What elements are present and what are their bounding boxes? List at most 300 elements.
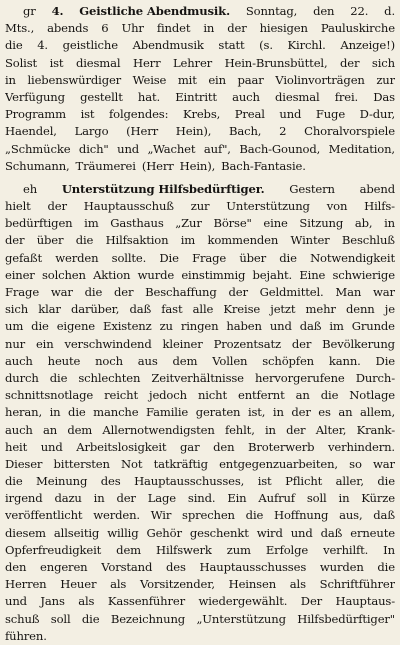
word: „Wachet bbox=[147, 141, 196, 156]
word: Geldmittel. bbox=[259, 285, 324, 299]
word: Schumann, bbox=[5, 158, 70, 173]
word: Der bbox=[300, 594, 323, 609]
word: eh bbox=[23, 181, 38, 196]
word: die bbox=[320, 388, 339, 403]
word: Winter bbox=[290, 233, 330, 248]
text-line bbox=[5, 215, 395, 232]
word: Durch- bbox=[355, 370, 395, 385]
word: 4. bbox=[37, 38, 48, 53]
word: die bbox=[49, 370, 68, 385]
word: entgegenzuarbeiten, bbox=[219, 456, 338, 471]
word: verhilft. bbox=[323, 542, 369, 557]
word: Man bbox=[335, 285, 362, 299]
word: war bbox=[372, 285, 395, 299]
word: daß bbox=[299, 319, 322, 334]
word: hat. bbox=[137, 89, 161, 104]
word: hervorgerufene bbox=[254, 370, 345, 385]
word: Hauptausschusses, bbox=[134, 474, 245, 489]
word: findet bbox=[156, 21, 191, 36]
word: der bbox=[227, 21, 247, 36]
word: an bbox=[42, 422, 58, 437]
word: Lehrer bbox=[172, 55, 213, 70]
word: Bach-Fantasie. bbox=[221, 158, 306, 173]
word: allseitig bbox=[53, 525, 100, 540]
word: kann. bbox=[328, 353, 361, 368]
word: liebenswürdiger bbox=[27, 72, 122, 87]
word: Verfügung bbox=[5, 89, 65, 104]
word: Programm bbox=[5, 107, 66, 122]
word: den bbox=[213, 439, 235, 454]
text-line bbox=[5, 72, 395, 89]
word: den bbox=[313, 4, 335, 18]
word: Prozentsatz bbox=[213, 336, 281, 351]
word: Heuer bbox=[60, 577, 97, 592]
word: im bbox=[180, 233, 196, 248]
word: Eine bbox=[299, 267, 326, 282]
word: in bbox=[384, 216, 395, 231]
word: so bbox=[349, 456, 362, 471]
word: der bbox=[5, 233, 25, 248]
word: d. bbox=[384, 4, 395, 18]
word: Börse" bbox=[213, 216, 252, 231]
word: des bbox=[100, 474, 121, 489]
word: einer bbox=[5, 267, 35, 282]
word: Preal bbox=[234, 107, 265, 122]
word: in bbox=[338, 491, 350, 506]
word: Notlage bbox=[349, 388, 395, 403]
word: Krank- bbox=[356, 422, 395, 437]
word: Heinsen bbox=[228, 577, 277, 592]
word: Die bbox=[159, 250, 179, 265]
word: Bezeichnung bbox=[110, 611, 186, 626]
word: fast bbox=[161, 302, 183, 317]
word: Krebs, bbox=[182, 107, 221, 122]
word: wird bbox=[256, 525, 283, 540]
word: dazu bbox=[54, 491, 82, 506]
word: wiedergewählt. bbox=[198, 594, 288, 609]
word: heran, bbox=[5, 405, 43, 420]
word: bejaht. bbox=[252, 267, 293, 282]
word: klar bbox=[38, 302, 61, 317]
text-line bbox=[5, 422, 395, 439]
word: reicht bbox=[104, 388, 138, 403]
text-line bbox=[5, 525, 395, 542]
word: Kürze bbox=[361, 491, 395, 506]
word: ringen bbox=[180, 319, 219, 334]
word: eigene bbox=[56, 319, 95, 334]
word: bedürftigen bbox=[5, 216, 73, 231]
word: war bbox=[373, 456, 395, 471]
word: Hoffnung bbox=[274, 508, 329, 523]
word: Unterstützung Hilfsbedürftiger. bbox=[61, 181, 265, 196]
word: Gehör bbox=[146, 525, 182, 540]
word: Kirchl. bbox=[287, 38, 326, 53]
word: noch bbox=[95, 353, 123, 368]
word: Erfolge bbox=[265, 542, 309, 557]
word: führen. bbox=[5, 628, 47, 643]
word: abends bbox=[47, 21, 89, 36]
text-line bbox=[5, 559, 395, 576]
word: Anzeige!) bbox=[340, 38, 395, 53]
word: an bbox=[295, 388, 310, 403]
word: ist bbox=[257, 474, 272, 489]
word: im bbox=[329, 319, 344, 334]
word: Zeitverhältnisse bbox=[151, 370, 244, 385]
word: Frage bbox=[5, 285, 40, 299]
word: Hauptausschuß bbox=[83, 199, 174, 214]
word: diesmal bbox=[75, 55, 121, 70]
word: abend bbox=[359, 181, 395, 196]
word: in bbox=[49, 405, 61, 420]
word: aller, bbox=[335, 474, 364, 489]
text-line bbox=[5, 404, 395, 421]
word: ist bbox=[80, 107, 95, 122]
word: schuß bbox=[5, 611, 40, 626]
word: soll bbox=[306, 491, 327, 506]
word: und bbox=[290, 525, 313, 540]
text-line bbox=[5, 3, 395, 20]
word: willig bbox=[107, 525, 139, 540]
word: an bbox=[338, 405, 353, 420]
text-line bbox=[5, 284, 395, 301]
text-line bbox=[5, 198, 395, 215]
word: die bbox=[245, 508, 264, 523]
word: dem bbox=[116, 542, 141, 557]
word: veröffentlicht bbox=[5, 508, 83, 523]
word: mehr bbox=[305, 302, 336, 317]
word: „Schmücke bbox=[5, 141, 71, 156]
word: werden bbox=[55, 250, 99, 265]
word: der bbox=[286, 422, 306, 437]
word: ein bbox=[208, 72, 226, 87]
word: zur bbox=[376, 72, 395, 87]
word: Haendel, bbox=[5, 124, 57, 139]
word: Vollen bbox=[212, 353, 248, 368]
word: aus, bbox=[339, 508, 363, 523]
word: jedoch bbox=[149, 388, 187, 403]
word: frei. bbox=[334, 89, 359, 104]
word: Kassenführer bbox=[107, 594, 185, 609]
word: in bbox=[5, 72, 16, 87]
word: Eintritt bbox=[175, 89, 217, 104]
word: der bbox=[291, 336, 312, 351]
word: Mts., bbox=[5, 21, 35, 36]
word: und bbox=[5, 594, 27, 609]
word: der bbox=[47, 199, 67, 214]
text-line bbox=[5, 456, 395, 473]
text-line bbox=[5, 490, 395, 507]
word: Das bbox=[373, 89, 395, 104]
word: Sonntag, bbox=[245, 4, 298, 18]
word: solchen bbox=[41, 267, 86, 282]
word: alle bbox=[192, 302, 214, 317]
word: Herren bbox=[5, 577, 47, 592]
word: Largo bbox=[74, 124, 109, 139]
word: Meditation, bbox=[328, 141, 395, 156]
word: Hilfsaktion bbox=[105, 233, 169, 248]
word: Hilfsbedürftiger" bbox=[297, 611, 395, 626]
word: Lage bbox=[147, 491, 177, 506]
word: Unterstützung bbox=[226, 199, 310, 214]
text-line bbox=[5, 232, 395, 249]
word: über bbox=[239, 250, 267, 265]
word: daß bbox=[129, 302, 152, 317]
word: auch bbox=[232, 89, 260, 104]
word: folgendes: bbox=[109, 107, 169, 122]
word: darüber, bbox=[70, 302, 120, 317]
word: Kreise bbox=[223, 302, 261, 317]
word: die bbox=[68, 405, 86, 420]
word: Wir bbox=[150, 508, 172, 523]
text-line bbox=[5, 353, 395, 370]
word: in bbox=[203, 21, 215, 36]
word: die bbox=[84, 285, 103, 299]
word: nicht bbox=[197, 388, 227, 403]
word: werden. bbox=[93, 508, 140, 523]
word: erneute bbox=[350, 525, 395, 540]
word: haben bbox=[226, 319, 262, 334]
text-line bbox=[5, 37, 395, 54]
word: es bbox=[318, 405, 331, 420]
word: als bbox=[289, 577, 306, 592]
word: in bbox=[93, 491, 105, 506]
word: Familie bbox=[146, 405, 189, 420]
word: zur bbox=[190, 199, 210, 214]
word: Schriftführer bbox=[319, 577, 395, 592]
word: die bbox=[377, 474, 395, 489]
word: Broterwerb bbox=[248, 439, 315, 454]
word: Not bbox=[121, 456, 143, 471]
word: D-dur, bbox=[359, 107, 395, 122]
word: der bbox=[116, 491, 136, 506]
word: sollte. bbox=[111, 250, 147, 265]
word: ist bbox=[49, 55, 64, 70]
word: Hein), bbox=[175, 124, 212, 139]
word: den bbox=[5, 560, 27, 574]
word: gr bbox=[23, 4, 36, 18]
word: zu bbox=[159, 319, 173, 334]
text-line bbox=[5, 628, 395, 645]
word: Abendmusik bbox=[132, 38, 204, 53]
word: je bbox=[384, 302, 395, 317]
word: geistliche bbox=[62, 38, 118, 53]
word: daß bbox=[320, 525, 343, 540]
word: sind. bbox=[187, 491, 216, 506]
word: Violinvorträgen bbox=[275, 72, 365, 87]
word: ein bbox=[35, 336, 54, 351]
word: Träumerei bbox=[75, 158, 136, 173]
word: Pflicht bbox=[285, 474, 323, 489]
text-line bbox=[5, 370, 395, 387]
text-line bbox=[5, 439, 395, 456]
word: um bbox=[5, 319, 24, 334]
word: kleiner bbox=[162, 336, 203, 351]
word: Die bbox=[375, 353, 395, 368]
text-line bbox=[5, 301, 395, 318]
word: sich bbox=[371, 55, 395, 70]
word: soll bbox=[50, 611, 71, 626]
word: 4. bbox=[51, 4, 64, 18]
word: Hein), bbox=[179, 158, 216, 173]
word: als bbox=[110, 577, 127, 592]
word: engeren bbox=[40, 560, 88, 574]
word: Aufruf bbox=[258, 491, 295, 506]
word: „Zur bbox=[175, 216, 202, 231]
word: in bbox=[272, 405, 284, 420]
word: im bbox=[84, 216, 99, 231]
word: gefaßt bbox=[5, 250, 42, 265]
word: statt bbox=[218, 38, 245, 53]
word: dem bbox=[67, 422, 93, 437]
word: Pauluskirche bbox=[320, 21, 395, 36]
word: entfernt bbox=[238, 388, 285, 403]
word: nur bbox=[5, 336, 26, 351]
text-line bbox=[5, 123, 395, 140]
word: Bach-Gounod, bbox=[239, 141, 321, 156]
word: Hilfs- bbox=[364, 199, 395, 214]
word: denn bbox=[345, 302, 375, 317]
word: 22. bbox=[350, 4, 369, 18]
word: Existenz bbox=[103, 319, 152, 334]
article-geistliche-abendmusik bbox=[5, 3, 395, 175]
word: auch bbox=[5, 353, 33, 368]
word: dem bbox=[172, 353, 198, 368]
word: Solist bbox=[5, 55, 38, 70]
word: Grunde bbox=[351, 319, 395, 334]
word: Uhr bbox=[121, 21, 144, 36]
word: bittersten bbox=[53, 456, 110, 471]
text-line bbox=[5, 141, 395, 158]
text-line bbox=[5, 611, 395, 628]
text-line bbox=[5, 336, 395, 353]
word: kommenden bbox=[207, 233, 279, 248]
word: verschwindend bbox=[64, 336, 152, 351]
word: Frage bbox=[192, 250, 227, 265]
word: diesmal bbox=[275, 89, 320, 104]
word: daß bbox=[373, 508, 395, 523]
word: die bbox=[75, 233, 94, 248]
word: als bbox=[78, 594, 95, 609]
word: die bbox=[5, 474, 23, 489]
word: 6 bbox=[101, 21, 109, 36]
word: sprechen bbox=[182, 508, 235, 523]
word: Bach, bbox=[229, 124, 262, 139]
word: Beschaffung bbox=[145, 285, 217, 299]
word: Notwendigkeit bbox=[310, 250, 395, 265]
word: ist, bbox=[247, 405, 266, 420]
word: war bbox=[50, 285, 73, 299]
text-line bbox=[5, 473, 395, 490]
word: des bbox=[166, 560, 186, 574]
word: Vorstand bbox=[101, 560, 153, 574]
text-line bbox=[5, 387, 395, 404]
word: geraten bbox=[195, 405, 241, 420]
word: Gasthaus bbox=[110, 216, 164, 231]
text-line bbox=[5, 593, 395, 610]
word: Allernotwendigsten bbox=[102, 422, 215, 437]
word: wurde bbox=[137, 267, 175, 282]
word: 2 bbox=[279, 124, 287, 139]
word: der bbox=[340, 55, 360, 70]
word: der bbox=[291, 405, 311, 420]
word: geschenkt bbox=[189, 525, 249, 540]
word: fehlt, bbox=[224, 422, 255, 437]
word: Hauptausschusses bbox=[199, 560, 307, 574]
text-line bbox=[5, 89, 395, 106]
word: die bbox=[5, 38, 23, 53]
word: schöpfen bbox=[262, 353, 314, 368]
text-line bbox=[5, 106, 395, 123]
word: sich bbox=[5, 302, 29, 317]
word: Hilfswerk bbox=[155, 542, 212, 557]
word: gestellt bbox=[80, 89, 123, 104]
word: irgend bbox=[5, 491, 43, 506]
word: verhindern. bbox=[328, 439, 395, 454]
word: jetzt bbox=[270, 302, 296, 317]
word: und bbox=[117, 141, 140, 156]
word: eine bbox=[263, 216, 288, 231]
word: die bbox=[81, 611, 100, 626]
text-line bbox=[5, 542, 395, 559]
word: diesem bbox=[5, 525, 46, 540]
word: Fuge bbox=[315, 107, 346, 122]
word: In bbox=[383, 542, 395, 557]
word: die bbox=[377, 560, 395, 574]
word: Arbeitslosigkeit bbox=[76, 439, 167, 454]
word: Jans bbox=[40, 594, 65, 609]
word: die bbox=[31, 319, 49, 334]
word: durch bbox=[5, 370, 39, 385]
word: tatkräftig bbox=[153, 456, 208, 471]
word: mit bbox=[177, 72, 197, 87]
word: paar bbox=[237, 72, 264, 87]
word: und bbox=[279, 107, 302, 122]
text-line bbox=[5, 576, 395, 593]
word: manche bbox=[93, 405, 139, 420]
word: Aktion bbox=[93, 267, 131, 282]
word: von bbox=[326, 199, 348, 214]
word: „Unterstützung bbox=[196, 611, 286, 626]
word: Gestern bbox=[289, 181, 335, 196]
word: gar bbox=[180, 439, 200, 454]
word: heit bbox=[5, 439, 28, 454]
word: aus bbox=[137, 353, 158, 368]
word: (s. bbox=[259, 38, 273, 53]
word: Alter, bbox=[315, 422, 347, 437]
word: ab, bbox=[354, 216, 373, 231]
text-line bbox=[5, 20, 395, 37]
text-line bbox=[5, 158, 395, 175]
word: hielt bbox=[5, 199, 31, 214]
word: Hauptaus- bbox=[335, 594, 395, 609]
word: schnittsnotlage bbox=[5, 388, 94, 403]
word: einstimmig bbox=[181, 267, 246, 282]
word: Dieser bbox=[5, 456, 43, 471]
word: dich" bbox=[78, 141, 109, 156]
word: schwierige bbox=[332, 267, 395, 282]
word: (Herr bbox=[141, 158, 174, 173]
word: die bbox=[279, 250, 297, 265]
word: zum bbox=[226, 542, 251, 557]
text-line bbox=[5, 507, 395, 524]
word: Opferfreudigkeit bbox=[5, 542, 102, 557]
word: Hein-Brunsbüttel, bbox=[224, 55, 328, 70]
word: Beschluß bbox=[341, 233, 395, 248]
word: heute bbox=[47, 353, 81, 368]
word: Meinung bbox=[36, 474, 88, 489]
word: und bbox=[40, 439, 63, 454]
word: wurden bbox=[319, 560, 364, 574]
